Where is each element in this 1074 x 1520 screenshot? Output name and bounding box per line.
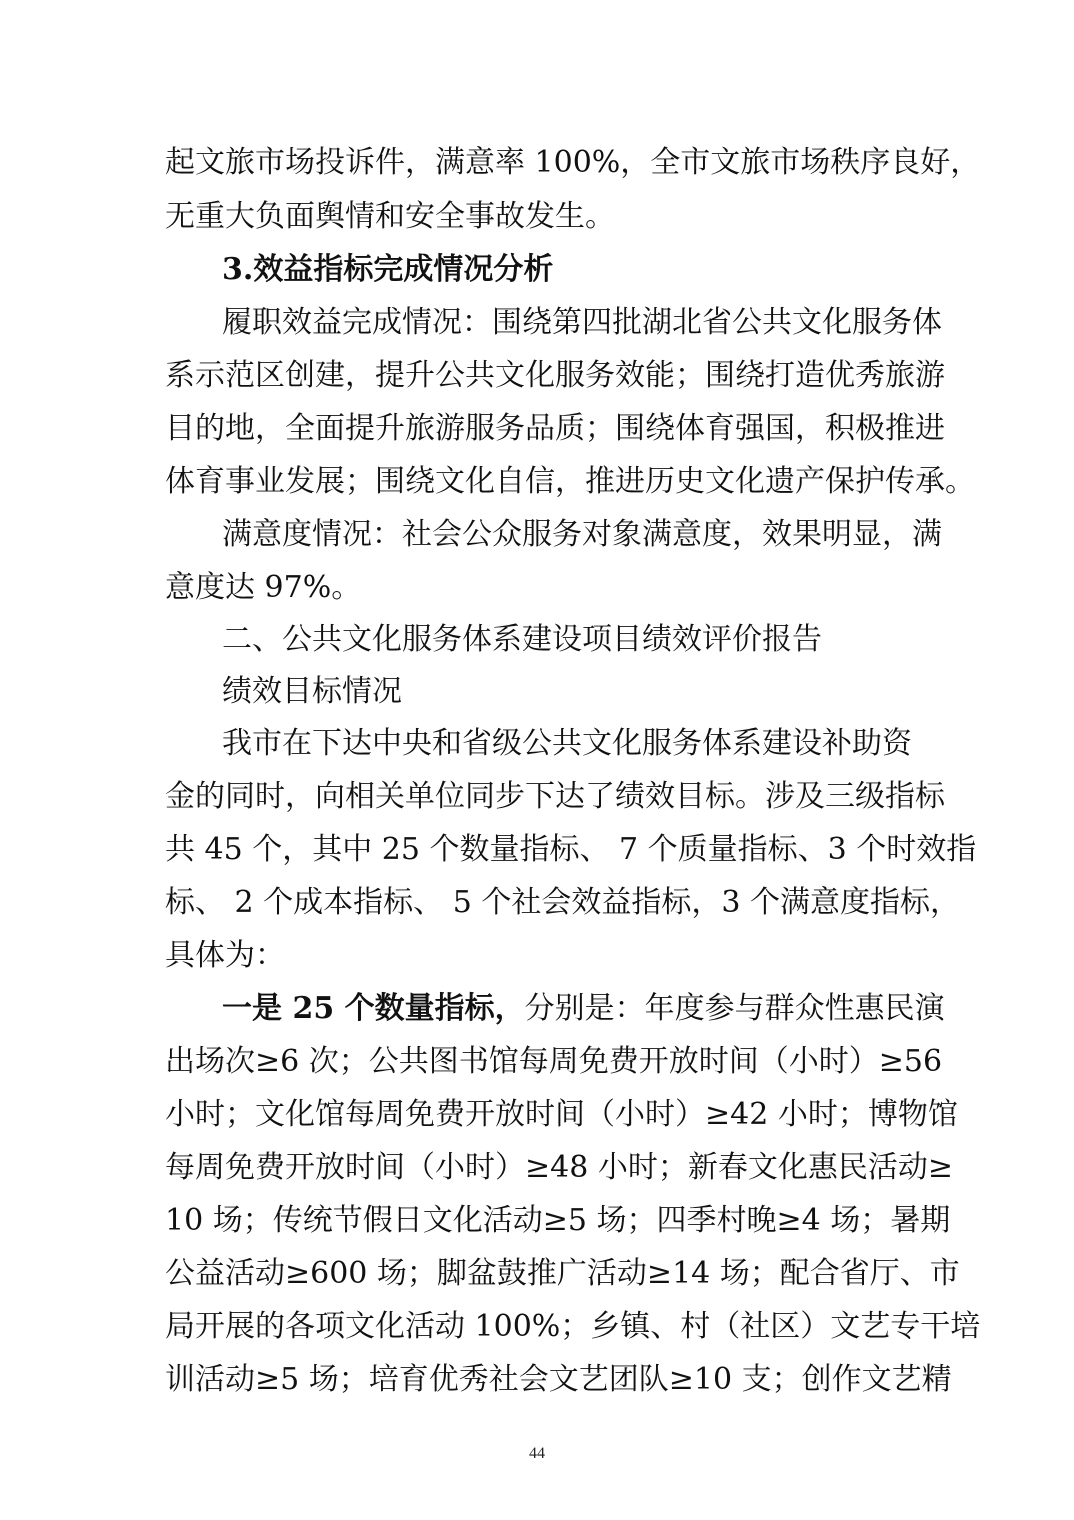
bold-lead: 一是 25 个数量指标， <box>222 991 525 1026</box>
text-line: 我市在下达中央和省级公共文化服务体系建设补助资 <box>222 726 912 761</box>
text-line: 公益活动≥600 场；脚盆鼓推广活动≥14 场；配合省厅、市 <box>165 1256 960 1291</box>
text-line: 小时；文化馆每周免费开放时间（小时）≥42 小时；博物馆 <box>165 1097 958 1132</box>
text-line: 局开展的各项文化活动 100%；乡镇、村（社区）文艺专干培 <box>165 1309 981 1344</box>
text-line: 共 45 个，其中 25 个数量指标、 7 个质量指标、3 个时效指 <box>165 832 977 867</box>
text-line: 满意度情况：社会公众服务对象满意度，效果明显，满 <box>222 517 942 552</box>
text-line: 每周免费开放时间（小时）≥48 小时；新春文化惠民活动≥ <box>165 1150 953 1185</box>
subsection-heading: 绩效目标情况 <box>222 674 402 709</box>
text-line <box>222 989 945 1029</box>
text-line: 意度达 97%。 <box>165 570 362 605</box>
text-line: 目的地，全面提升旅游服务品质；围绕体育强国，积极推进 <box>165 411 945 446</box>
text-line: 标、 2 个成本指标、 5 个社会效益指标，3 个满意度指标， <box>165 885 960 920</box>
page-number: 44 <box>529 1445 545 1462</box>
text-line: 10 场；传统节假日文化活动≥5 场；四季村晚≥4 场；暑期 <box>165 1203 951 1238</box>
text-line: 无重大负面舆情和安全事故发生。 <box>165 199 615 234</box>
text-line: 出场次≥6 次；公共图书馆每周免费开放时间（小时）≥56 <box>165 1044 943 1079</box>
text-continuation: 分别是：年度参与群众性惠民演 <box>524 991 945 1026</box>
text-line: 训活动≥5 场；培育优秀社会文艺团队≥10 支；创作文艺精 <box>165 1362 952 1397</box>
text-line: 起文旅市场投诉件，满意率 100%，全市文旅市场秩序良好， <box>165 145 981 180</box>
text-line: 具体为： <box>165 938 285 973</box>
text-line: 系示范区创建，提升公共文化服务效能；围绕打造优秀旅游 <box>165 358 945 393</box>
text-line: 金的同时，向相关单位同步下达了绩效目标。涉及三级指标 <box>165 779 945 814</box>
section-heading: 3.效益指标完成情况分析 <box>222 252 554 287</box>
text-line: 体育事业发展；围绕文化自信，推进历史文化遗产保护传承。 <box>165 464 975 499</box>
chapter-heading: 二、公共文化服务体系建设项目绩效评价报告 <box>222 622 822 657</box>
text-line: 履职效益完成情况：围绕第四批湖北省公共文化服务体 <box>222 305 942 340</box>
